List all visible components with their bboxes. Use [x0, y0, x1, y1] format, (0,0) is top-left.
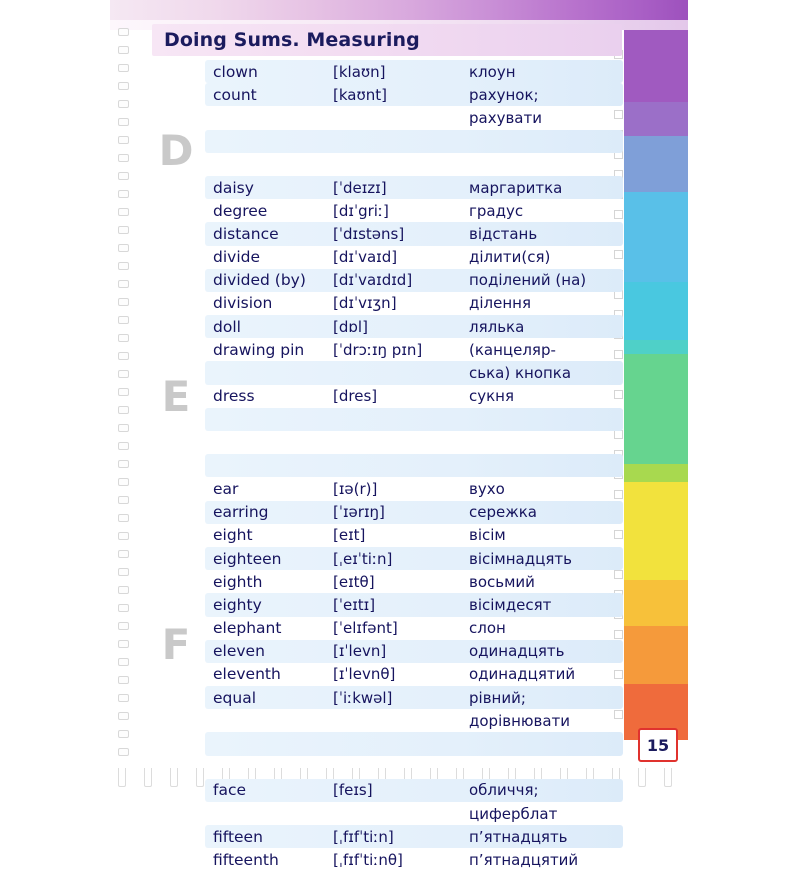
binding-hole	[118, 478, 129, 486]
color-tab[interactable]	[624, 30, 688, 102]
binding-hole	[118, 100, 129, 108]
entry-word: eighth	[213, 572, 263, 591]
binding-hole	[118, 82, 129, 90]
binding-hole	[118, 604, 129, 612]
binding-hole	[118, 496, 129, 504]
entry-transcription: [eɪtθ]	[333, 572, 375, 591]
dictionary-entry-row	[205, 848, 623, 871]
dictionary-entry-row	[205, 246, 623, 269]
binding-hole	[118, 280, 129, 288]
entry-transcription: [klaʊn]	[333, 62, 386, 81]
dictionary-entry-row	[205, 825, 623, 848]
binding-hole	[118, 406, 129, 414]
binding-hole	[118, 586, 129, 594]
binding-hole	[118, 568, 129, 576]
entry-translation: маргаритка	[469, 178, 563, 197]
dictionary-entry-row	[205, 385, 623, 408]
entry-word: distance	[213, 224, 279, 243]
page-notch	[638, 768, 646, 787]
entry-word: doll	[213, 317, 241, 336]
entry-translation: обличчя;	[469, 781, 539, 800]
page-notch	[144, 768, 152, 787]
dictionary-entry-row	[205, 617, 623, 640]
entry-word: degree	[213, 201, 268, 220]
binding-hole	[118, 622, 129, 630]
entry-translation: циферблат	[469, 804, 558, 823]
dictionary-entry-row	[205, 663, 623, 686]
entry-transcription: [dres]	[333, 387, 378, 406]
dictionary-entry-row	[205, 501, 623, 524]
binding-hole	[118, 226, 129, 234]
dictionary-entry-row	[205, 361, 623, 384]
dictionary-entry-row	[205, 593, 623, 616]
binding-hole	[118, 730, 129, 738]
binding-hole	[118, 298, 129, 306]
binding-hole	[118, 208, 129, 216]
entry-translation: вісімдесят	[469, 595, 552, 614]
entry-translation: ділення	[469, 294, 531, 313]
entry-translation: ділити(ся)	[469, 248, 551, 267]
binding-hole	[118, 748, 129, 756]
entry-translation: градус	[469, 201, 524, 220]
dictionary-entry-row	[205, 802, 623, 825]
entry-translation: дорівнювати	[469, 711, 571, 730]
entry-transcription: [ˈiːkwəl]	[333, 688, 393, 707]
entry-translation: одинадцять	[469, 642, 565, 661]
entry-transcription: [ˈdrɔːɪŋ pɪn]	[333, 340, 423, 359]
dictionary-entry-row	[205, 477, 623, 500]
entry-translation: слон	[469, 619, 506, 638]
entry-transcription: [ˌfɪfˈtiːnθ]	[333, 850, 403, 869]
letter-marker-e: E	[161, 372, 191, 421]
binding-hole	[118, 658, 129, 666]
binding-hole	[118, 262, 129, 270]
entry-word: count	[213, 85, 257, 104]
entry-transcription: [ɪˈlevnθ]	[333, 665, 396, 684]
entry-word: eleventh	[213, 665, 281, 684]
entry-transcription: [ˈelɪfənt]	[333, 619, 398, 638]
page-notch	[196, 768, 204, 787]
entry-translation: п’ятнадцять	[469, 827, 568, 846]
binding-hole	[118, 46, 129, 54]
entry-word: dress	[213, 387, 255, 406]
color-index-tabs[interactable]	[624, 30, 688, 740]
entry-transcription: [feɪs]	[333, 781, 373, 800]
dictionary-entry-row	[205, 338, 623, 361]
entry-translation: рахунок;	[469, 85, 539, 104]
binding-hole	[118, 136, 129, 144]
dictionary-entry-row	[205, 130, 623, 153]
dictionary-entry-row	[205, 199, 623, 222]
entry-translation: клоун	[469, 62, 516, 81]
entry-word: divide	[213, 248, 260, 267]
entry-translation: ська) кнопка	[469, 364, 572, 383]
page-notch	[664, 768, 672, 787]
dictionary-entry-row	[205, 176, 623, 199]
binding-hole	[118, 370, 129, 378]
entry-word: elephant	[213, 619, 282, 638]
binding-hole	[118, 28, 129, 36]
section-title-bar	[152, 24, 622, 56]
binding-hole	[118, 64, 129, 72]
color-tab[interactable]	[624, 464, 688, 482]
binding-hole	[118, 442, 129, 450]
binding-hole	[118, 118, 129, 126]
page-notch	[170, 768, 178, 787]
binding-hole	[118, 388, 129, 396]
page-notch	[118, 768, 126, 787]
letter-marker-d: D	[158, 126, 194, 175]
entry-transcription: [eɪt]	[333, 526, 366, 545]
binding-hole	[118, 424, 129, 432]
binding-hole	[118, 316, 129, 324]
entry-translation: відстань	[469, 224, 538, 243]
binding-hole	[118, 334, 129, 342]
letter-marker-f: F	[161, 620, 191, 669]
binding-hole	[118, 190, 129, 198]
page-title: Doing Sums. Measuring	[164, 29, 420, 51]
entry-translation: поділений (на)	[469, 271, 587, 290]
entry-word: drawing pin	[213, 340, 305, 359]
entry-translation: вухо	[469, 479, 505, 498]
spiral-binding-holes	[118, 28, 132, 768]
binding-hole	[118, 640, 129, 648]
entry-word: earring	[213, 503, 269, 522]
entry-translation: восьмий	[469, 572, 535, 591]
dictionary-entry-row	[205, 779, 623, 802]
entry-transcription: [ɪˈlevn]	[333, 642, 387, 661]
binding-hole	[118, 712, 129, 720]
dictionary-entry-row	[205, 547, 623, 570]
color-tab[interactable]	[624, 136, 688, 192]
dictionary-entry-row	[205, 315, 623, 338]
entry-translation: п’ятнадцятий	[469, 850, 579, 869]
entry-word: eighteen	[213, 549, 282, 568]
entry-transcription: [dɪˈvɪʒn]	[333, 294, 397, 313]
entry-transcription: [ˈeɪtɪ]	[333, 595, 376, 614]
entry-word: daisy	[213, 178, 254, 197]
dictionary-entry-row	[205, 756, 623, 779]
entry-word: eleven	[213, 642, 265, 661]
dictionary-entry-row	[205, 686, 623, 709]
dictionary-entry-row	[205, 83, 623, 106]
page-number-badge: 15	[638, 728, 678, 762]
dictionary-entry-row	[205, 408, 623, 431]
dictionary-entry-row	[205, 709, 623, 732]
entry-word: fifteen	[213, 827, 263, 846]
entry-word: ear	[213, 479, 239, 498]
dictionary-entry-row	[205, 640, 623, 663]
entry-transcription: [ˈdeɪzɪ]	[333, 178, 387, 197]
entry-translation: (канцеляр-	[469, 340, 556, 359]
dictionary-entry-row	[205, 292, 623, 315]
entry-word: equal	[213, 688, 257, 707]
color-tab[interactable]	[624, 282, 688, 340]
color-tab[interactable]	[624, 482, 688, 580]
binding-hole	[118, 172, 129, 180]
entry-translation: одинадцятий	[469, 665, 576, 684]
entry-translation: лялька	[469, 317, 525, 336]
entry-transcription: [dɪˈvaɪdɪd]	[333, 271, 413, 290]
binding-hole	[118, 532, 129, 540]
dictionary-entry-row	[205, 454, 623, 477]
dictionary-entry-row	[205, 153, 623, 176]
dictionary-entry-list	[205, 60, 623, 872]
entry-word: eight	[213, 526, 253, 545]
entry-transcription: [ˈɪərɪŋ]	[333, 503, 385, 522]
entry-translation: сукня	[469, 387, 515, 406]
color-tab[interactable]	[624, 580, 688, 626]
binding-hole	[118, 694, 129, 702]
binding-hole	[118, 514, 129, 522]
binding-hole	[118, 352, 129, 360]
entry-translation: вісімнадцять	[469, 549, 572, 568]
color-tab[interactable]	[624, 354, 688, 464]
entry-transcription: [ˌfɪfˈtiːn]	[333, 827, 394, 846]
dictionary-entry-row	[205, 431, 623, 454]
entry-word: divided (by)	[213, 271, 306, 290]
entry-word: face	[213, 781, 247, 800]
color-tab[interactable]	[624, 192, 688, 282]
entry-transcription: [ˌeɪˈtiːn]	[333, 549, 393, 568]
book-top-edge-gradient	[110, 0, 688, 20]
dictionary-entry-row	[205, 106, 623, 129]
dictionary-entry-row	[205, 570, 623, 593]
dictionary-entry-row	[205, 60, 623, 83]
binding-hole	[118, 244, 129, 252]
dictionary-entry-row	[205, 524, 623, 547]
entry-word: clown	[213, 62, 258, 81]
entry-word: division	[213, 294, 273, 313]
entry-transcription: [ˈdɪstəns]	[333, 224, 405, 243]
entry-transcription: [dɒl]	[333, 317, 368, 336]
color-tab[interactable]	[624, 102, 688, 136]
binding-hole	[118, 154, 129, 162]
entry-word: fifteenth	[213, 850, 279, 869]
entry-translation: вісім	[469, 526, 506, 545]
dictionary-entry-row	[205, 269, 623, 292]
entry-transcription: [ɪə(r)]	[333, 479, 378, 498]
entry-translation: сережка	[469, 503, 537, 522]
entry-word: eighty	[213, 595, 262, 614]
binding-hole	[118, 460, 129, 468]
entry-transcription: [kaʊnt]	[333, 85, 387, 104]
binding-hole	[118, 550, 129, 558]
binding-hole	[118, 676, 129, 684]
entry-transcription: [dɪˈgriː]	[333, 201, 389, 220]
color-tab[interactable]	[624, 626, 688, 684]
entry-transcription: [dɪˈvaɪd]	[333, 248, 398, 267]
entry-translation: рівний;	[469, 688, 526, 707]
dictionary-entry-row	[205, 732, 623, 755]
dictionary-entry-row	[205, 222, 623, 245]
color-tab[interactable]	[624, 340, 688, 354]
entry-translation: рахувати	[469, 108, 542, 127]
